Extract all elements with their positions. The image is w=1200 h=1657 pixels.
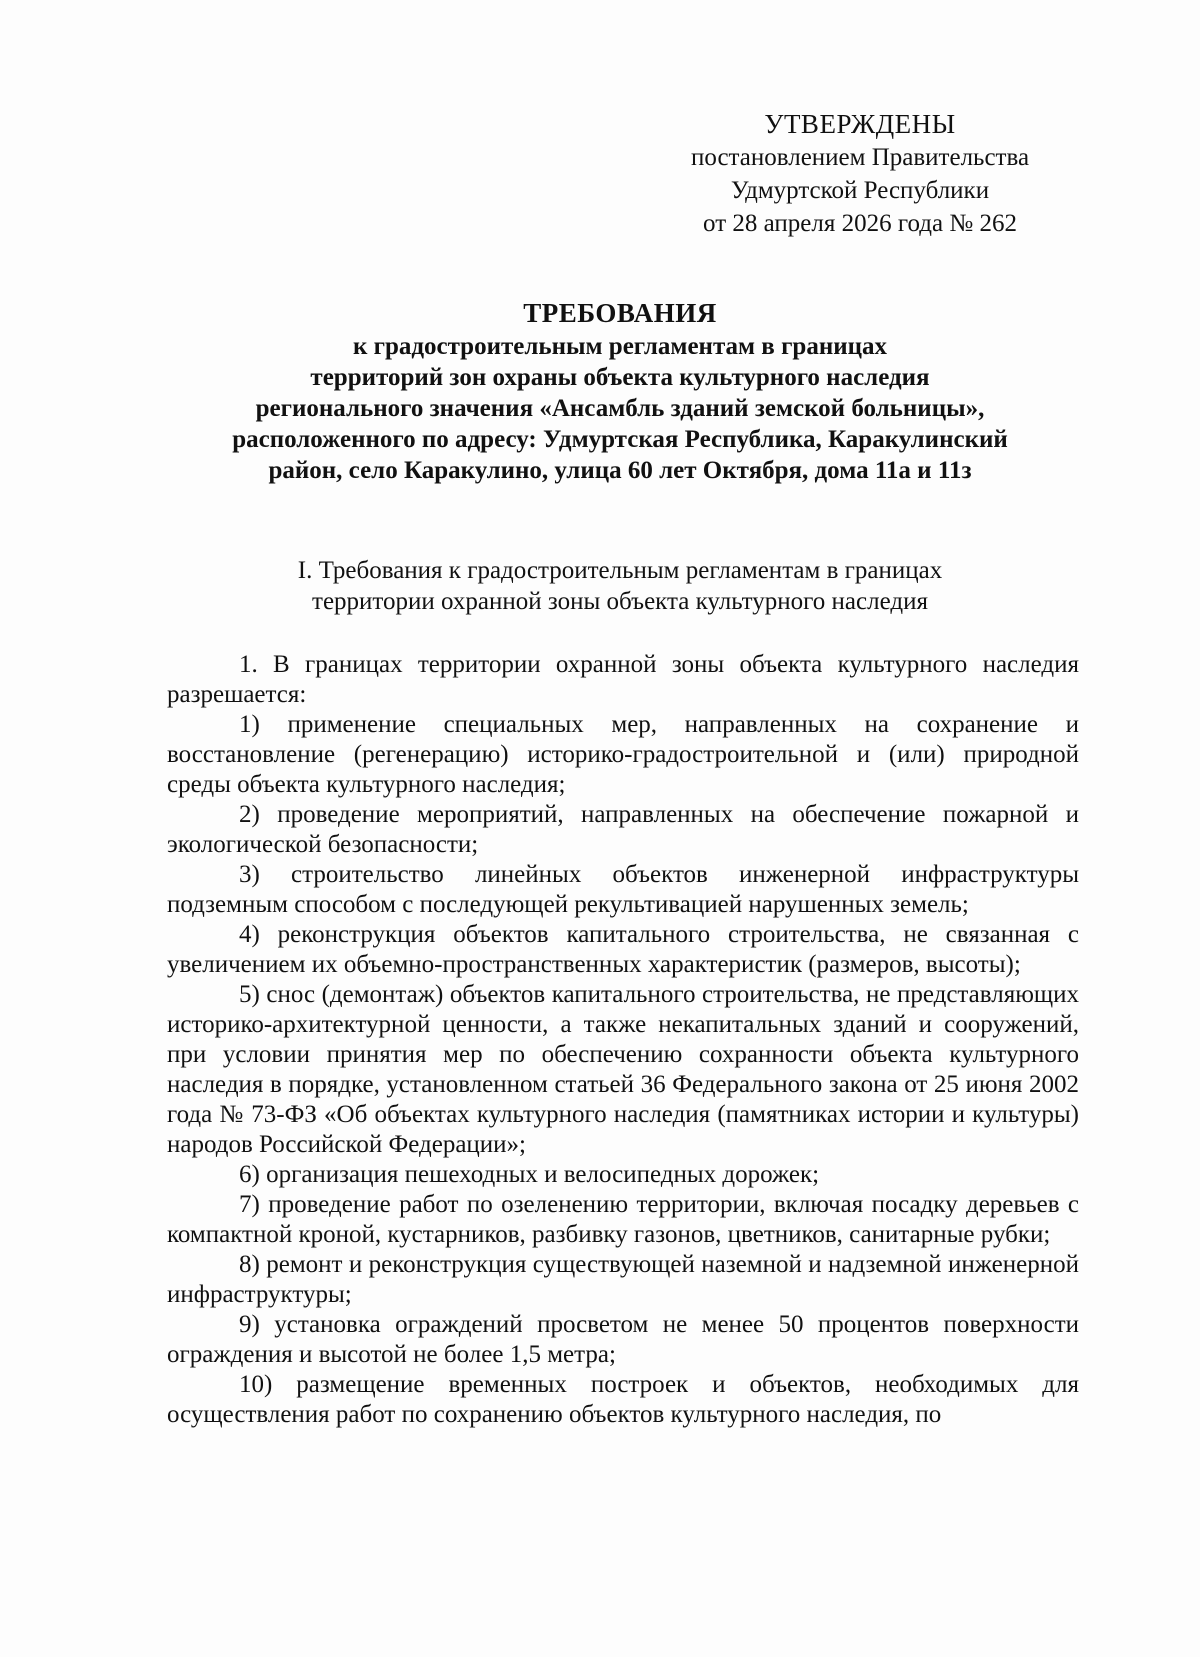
title-line: регионального значения «Ансамбль зданий земской больницы», xyxy=(255,395,985,422)
approval-stamp xyxy=(640,108,1080,240)
paragraph: 4) реконструкция объектов капитального строительства, не связанная с увеличением их объемно-пространственных характеристик (размеров, высоты); xyxy=(167,921,1079,978)
title-line: к градостроительным регламентам в границах xyxy=(352,333,888,360)
paragraph: 10) размещение временных построек и объектов, необходимых для осуществления работ по сохранению объектов культурного наследия, по xyxy=(167,1371,1079,1428)
paragraph: 1. В границах территории охранной зоны объекта культурного наследия разрешается: xyxy=(167,651,1079,708)
body-text xyxy=(167,650,1079,1430)
paragraph: 2) проведение мероприятий, направленных на обеспечение пожарной и экологической безопасности; xyxy=(167,801,1079,858)
paragraph: 9) установка ограждений просветом не менее 50 процентов поверхности ограждения и высотой не более 1,5 метра; xyxy=(167,1311,1079,1368)
title-heading: ТРЕБОВАНИЯ xyxy=(523,298,717,328)
paragraph: 5) снос (демонтаж) объектов капитального строительства, не представляющих историко-архитектурной ценности, а также некапитальных зданий и сооружений, при условии принятия мер по обеспечению сохранности объекта культурного наследия в порядке, установленном статьей 36 Федерального закона от 25 июня 2002 года № 73-ФЗ «Об объектах культурного наследия (памятниках истории и культуры) народов Российской Федерации»; xyxy=(167,981,1079,1158)
approval-heading: УТВЕРЖДЕНЫ xyxy=(764,109,956,139)
document-title xyxy=(160,298,1080,486)
title-line: территорий зон охраны объекта культурного наследия xyxy=(310,364,930,391)
section-heading-line: территории охранной зоны объекта культурного наследия xyxy=(312,588,928,615)
section-heading-line: I. Требования к градостроительным регламентам в границах xyxy=(297,557,943,584)
paragraph: 8) ремонт и реконструкция существующей наземной и надземной инженерной инфраструктуры; xyxy=(167,1251,1079,1308)
approval-line: Удмуртской Республики xyxy=(730,177,990,204)
paragraph: 6) организация пешеходных и велосипедных дорожек; xyxy=(239,1161,820,1188)
paragraph: 7) проведение работ по озеленению территории, включая посадку деревьев с компактной кроной, кустарников, разбивку газонов, цветников, санитарные рубки; xyxy=(167,1191,1079,1248)
title-line: расположенного по адресу: Удмуртская Республика, Каракулинский xyxy=(232,426,1008,453)
section-heading xyxy=(160,555,1080,617)
approval-line: постановлением Правительства xyxy=(690,144,1030,171)
approval-date-number: от 28 апреля 2026 года № 262 xyxy=(703,210,1017,237)
paragraph: 1) применение специальных мер, направленных на сохранение и восстановление (регенерацию) историко-градостроительной и (или) природной среды объекта культурного наследия; xyxy=(167,711,1079,798)
title-line: район, село Каракулино, улица 60 лет Октября, дома 11а и 11з xyxy=(268,457,972,484)
paragraph: 3) строительство линейных объектов инженерной инфраструктуры подземным способом с последующей рекультивацией нарушенных земель; xyxy=(167,861,1079,918)
